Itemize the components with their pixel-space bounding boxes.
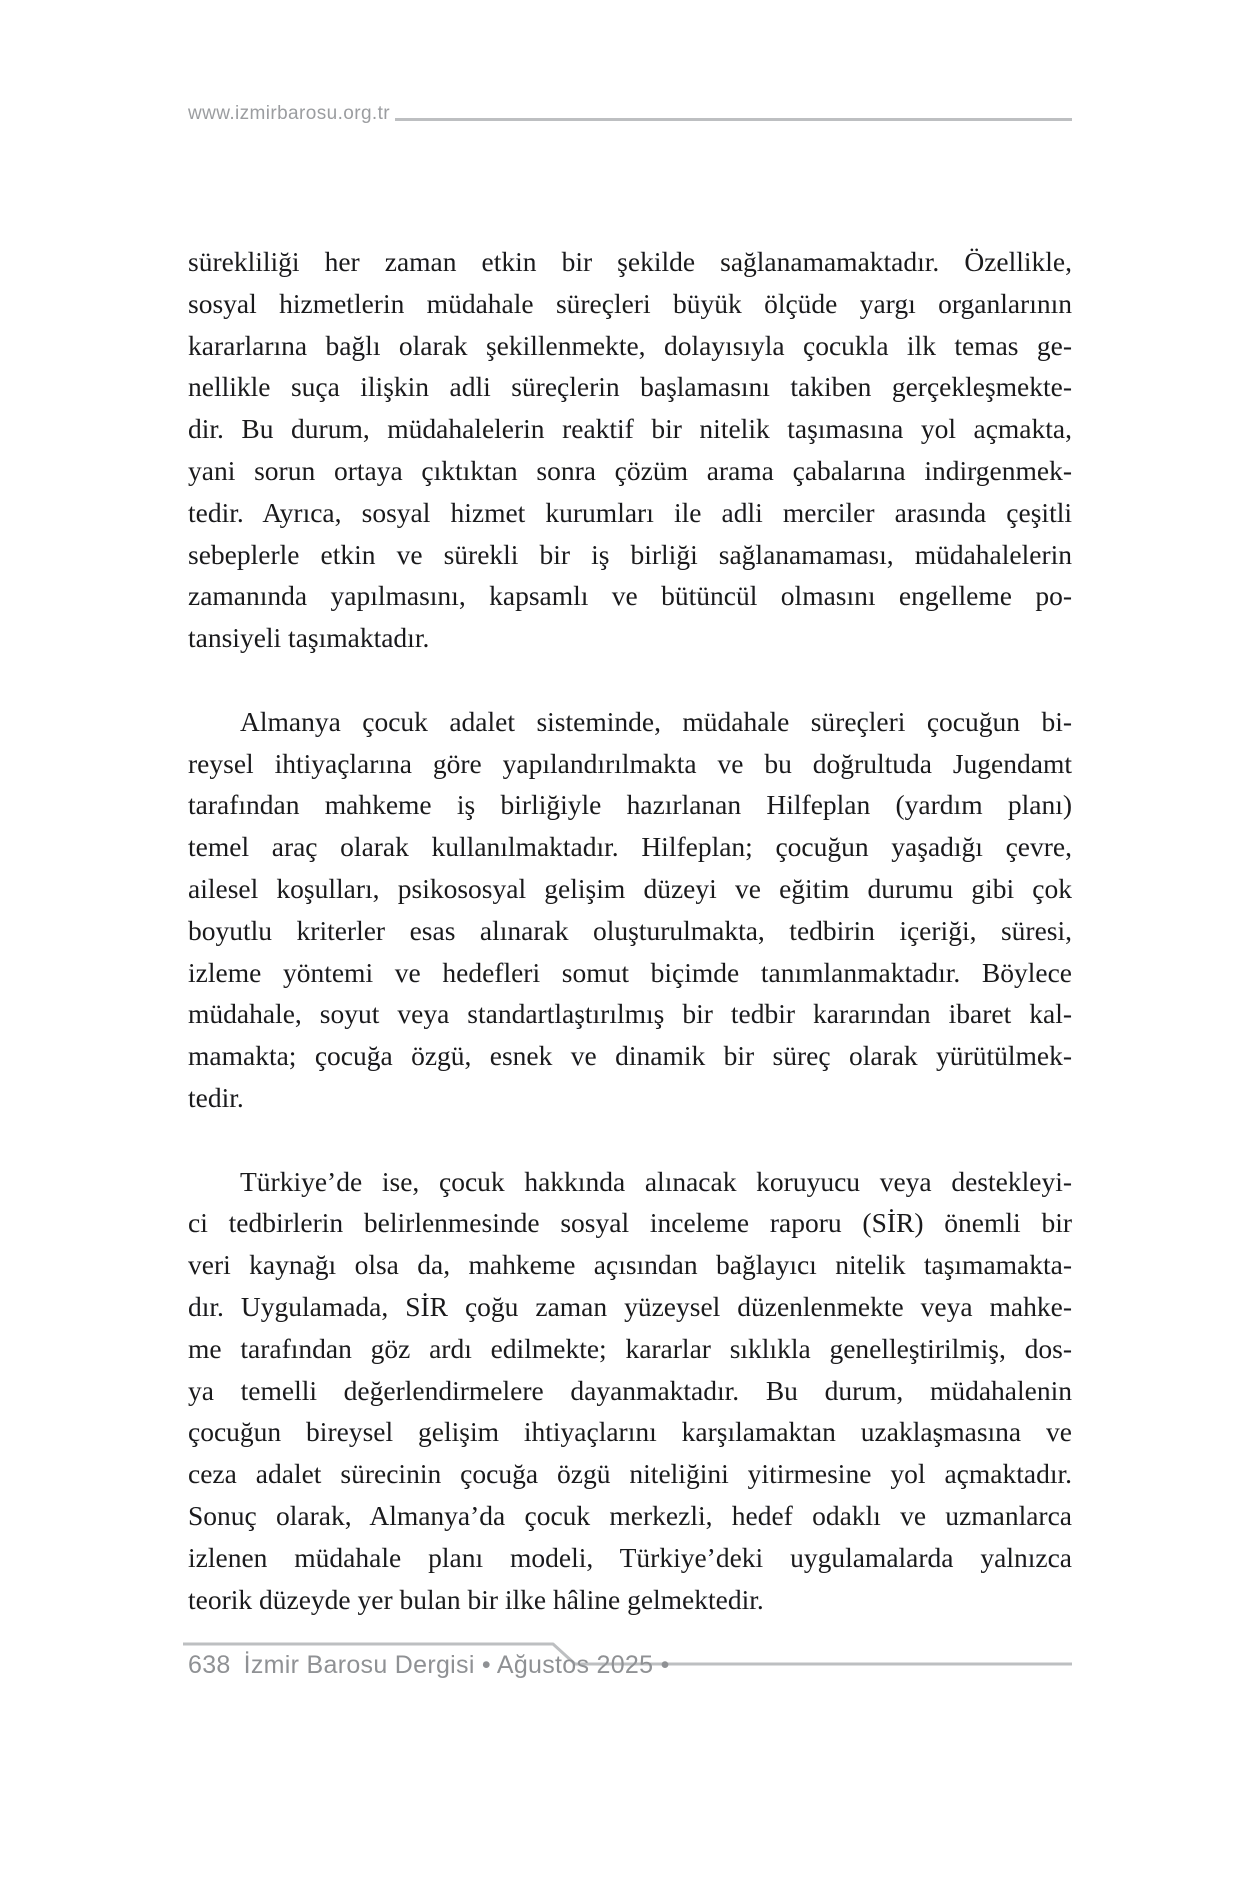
- text-line: Türkiye’de ise, çocuk hakkında alınacak koruyucu veya destekleyi-: [240, 1165, 1072, 1197]
- text-line: Sonuç olarak, Almanya’da çocuk merkezli, hedef odaklı ve uzmanlarca: [188, 1499, 1072, 1531]
- paragraph: [188, 241, 1072, 659]
- text-line: mamakta; çocuğa özgü, esnek ve dinamik bir süreç olarak yürütülmek-: [188, 1040, 1072, 1072]
- text-line: tarafından mahkeme iş birliğiyle hazırlanan Hilfeplan (yardım planı): [188, 789, 1072, 821]
- text-line: Almanya çocuk adalet sisteminde, müdahale süreçleri çocuğun bi-: [240, 705, 1072, 737]
- text-line: tansiyeli taşımaktadır.: [188, 622, 430, 654]
- text-line: izleme yöntemi ve hedefleri somut biçimde tanımlanmaktadır. Böylece: [188, 956, 1072, 988]
- text-line: ci tedbirlerin belirlenmesinde sosyal inceleme raporu (SİR) önemli bir: [188, 1207, 1072, 1239]
- page-header: [188, 103, 1072, 125]
- header-rule-line: [395, 118, 1072, 121]
- text-line: yani sorun ortaya çıktıktan sonra çözüm arama çabalarına indirgenmek-: [188, 454, 1072, 486]
- text-line: boyutlu kriterler esas alınarak oluşturulmakta, tedbirin içeriği, süresi,: [188, 914, 1072, 946]
- header-website-url: www.izmirbarosu.org.tr: [188, 103, 391, 124]
- text-line: kararlarına bağlı olarak şekillenmekte, dolayısıyla çocukla ilk temas ge-: [188, 329, 1072, 361]
- text-line: müdahale, soyut veya standartlaştırılmış bir tedbir kararından ibaret kal-: [188, 998, 1072, 1030]
- text-line: dir. Bu durum, müdahalelerin reaktif bir nitelik taşımasına yol açmakta,: [188, 413, 1072, 445]
- text-line: teorik düzeyde yer bulan bir ilke hâline gelmektedir.: [188, 1583, 764, 1615]
- text-line: ya temelli değerlendirmelere dayanmaktadır. Bu durum, müdahalenin: [188, 1374, 1072, 1406]
- text-line: veri kaynağı olsa da, mahkeme açısından bağlayıcı nitelik taşımamakta-: [188, 1249, 1072, 1281]
- text-line: çocuğun bireysel gelişim ihtiyaçlarını karşılamaktan uzaklaşmasına ve: [188, 1416, 1072, 1448]
- text-line: reysel ihtiyaçlarına göre yapılandırılmakta ve bu doğrultuda Jugendamt: [188, 747, 1072, 779]
- text-line: me tarafından göz ardı edilmekte; kararlar sıklıkla genelleştirilmiş, dos-: [188, 1332, 1072, 1364]
- text-line: sosyal hizmetlerin müdahale süreçleri büyük ölçüde yargı organlarının: [188, 287, 1072, 319]
- text-line: izlenen müdahale planı modeli, Türkiye’deki uygulamalarda yalnızca: [188, 1541, 1072, 1573]
- text-line: temel araç olarak kullanılmaktadır. Hilfeplan; çocuğun yaşadığı çevre,: [188, 831, 1072, 863]
- body-text: [188, 241, 1072, 1620]
- page-footer: [188, 1651, 670, 1680]
- text-line: sürekliliği her zaman etkin bir şekilde sağlanamamaktadır. Özellikle,: [188, 246, 1072, 277]
- text-line: tedir.: [188, 1081, 244, 1113]
- text-line: sebeplerle etkin ve sürekli bir iş birliği sağlanamaması, müdahalelerin: [188, 538, 1072, 570]
- paragraph: [188, 1161, 1072, 1621]
- paragraph: [188, 701, 1072, 1119]
- text-line: dır. Uygulamada, SİR çoğu zaman yüzeysel düzenlenmekte veya mahke-: [188, 1290, 1072, 1322]
- footer-journal-title: İzmir Barosu Dergisi • Ağustos 2025 •: [243, 1651, 670, 1679]
- text-line: nellikle suça ilişkin adli süreçlerin başlamasını takiben gerçekleşmekte-: [188, 371, 1072, 403]
- text-line: ceza adalet sürecinin çocuğa özgü niteliğini yitirmesine yol açmaktadır.: [188, 1458, 1072, 1490]
- text-line: ailesel koşulları, psikososyal gelişim düzeyi ve eğitim durumu gibi çok: [188, 872, 1072, 904]
- footer-page-number: 638: [188, 1651, 231, 1679]
- text-line: tedir. Ayrıca, sosyal hizmet kurumları ile adli merciler arasında çeşitli: [188, 496, 1072, 528]
- text-line: zamanında yapılmasını, kapsamlı ve bütüncül olmasını engelleme po-: [188, 580, 1072, 612]
